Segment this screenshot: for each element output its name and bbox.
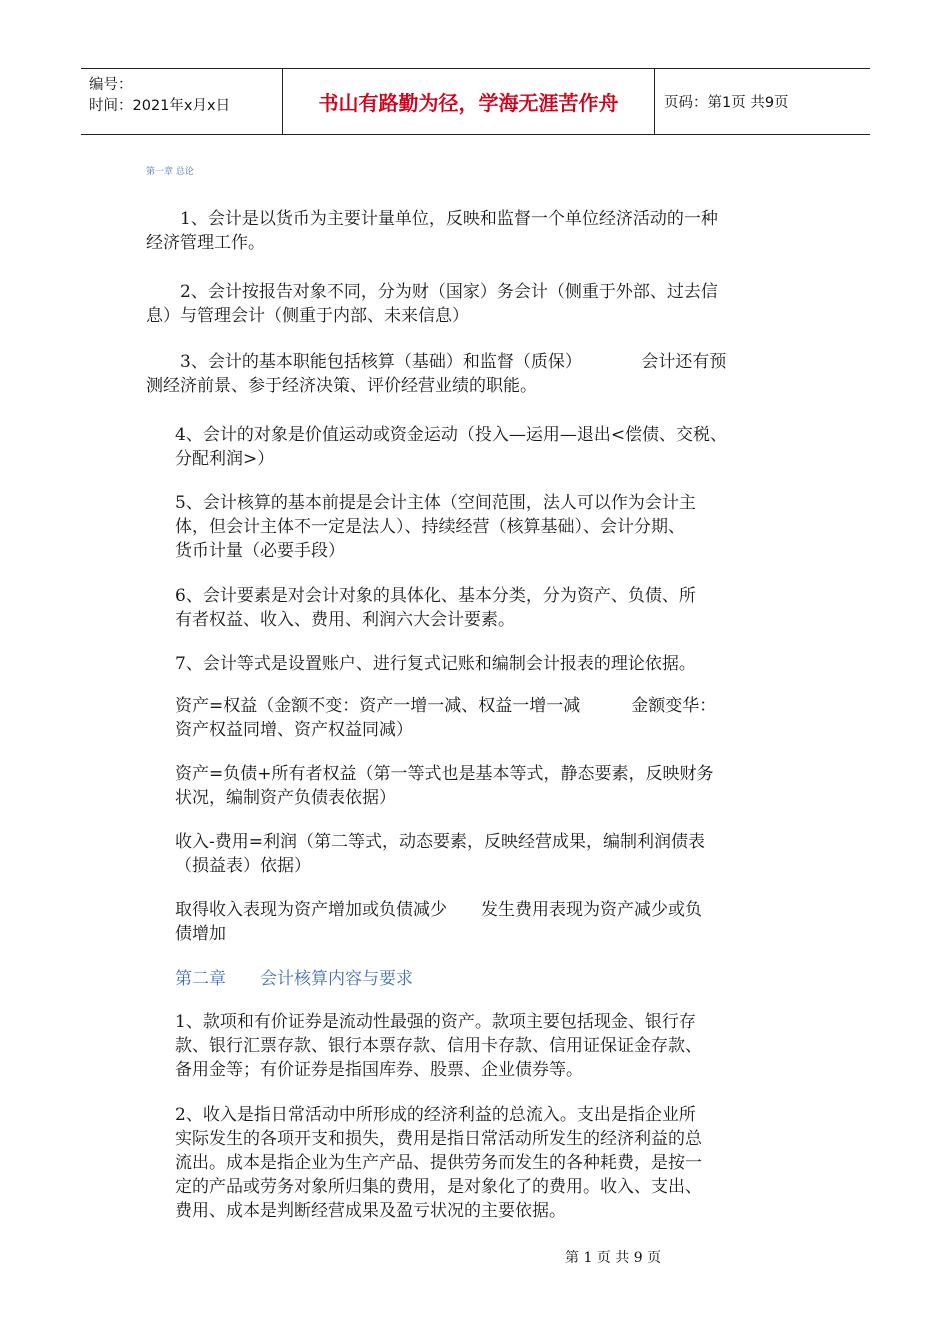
paragraph-line: 5、会计核算的基本前提是会计主体（空间范围，法人可以作为会计主 xyxy=(175,493,696,513)
chapter-1-paragraph-5 xyxy=(175,491,696,563)
paragraph-line: 流出。成本是指企业为生产产品、提供劳务而发生的各种耗费，是按一 xyxy=(175,1153,702,1173)
header-table xyxy=(81,68,870,135)
page-number-label: 页码：第1页 共9页 xyxy=(664,95,789,111)
paragraph-line: 息）与管理会计（侧重于内部、未来信息） xyxy=(146,306,469,326)
paragraph-line: 取得收入表现为资产增加或负债减少 发生费用表现为资产减少或负 xyxy=(175,900,702,920)
paragraph-line: 费用、成本是判断经营成果及盈亏状况的主要依据。 xyxy=(175,1201,566,1221)
document-date-label: 时间：2021年x月x日 xyxy=(89,98,231,114)
chapter-1-paragraph-9 xyxy=(175,762,714,810)
chapter-1-paragraph-8 xyxy=(175,694,716,742)
paragraph-line: 有者权益、收入、费用、利润六大会计要素。 xyxy=(175,610,515,630)
paragraph-line: 分配利润>） xyxy=(175,449,275,469)
paragraph-line: 收入-费用=利润（第二等式，动态要素，反映经营成果，编制利润债表 xyxy=(175,832,705,852)
chapter-2-paragraph-2 xyxy=(175,1103,702,1223)
header-motto-cell xyxy=(283,69,655,134)
paragraph-line: 6、会计要素是对会计对象的具体化、基本分类，分为资产、负债、所 xyxy=(175,586,696,606)
header-meta-cell xyxy=(81,69,283,134)
chapter-1-paragraph-11 xyxy=(175,898,702,946)
paragraph-line: 资产权益同增、资产权益同减） xyxy=(175,720,413,740)
chapter-1-title: 第一章 总论 xyxy=(146,167,194,177)
paragraph-line: 备用金等；有价证券是指国库券、股票、企业债券等。 xyxy=(175,1060,583,1080)
document-number-label: 编号： xyxy=(89,77,133,93)
footer-page-number: 第 1 页 共 9 页 xyxy=(565,1250,662,1266)
paragraph-line: 1、会计是以货币为主要计量单位，反映和监督一个单位经济活动的一种 xyxy=(146,209,718,229)
chapter-1-paragraph-2 xyxy=(146,280,718,328)
chapter-1-paragraph-6 xyxy=(175,584,696,632)
paragraph-line: 定的产品或劳务对象所归集的费用，是对象化了的费用。收入、支出、 xyxy=(175,1177,702,1197)
paragraph-line: 资产=权益（金额不变：资产一增一减、权益一增一减 金额变华： xyxy=(175,696,717,716)
paragraph-line: 2、收入是指日常活动中所形成的经济利益的总流入。支出是指企业所 xyxy=(175,1105,696,1125)
paragraph-line: 实际发生的各项开支和损失，费用是指日常活动所发生的经济利益的总 xyxy=(175,1129,702,1149)
paragraph-line: 资产=负债+所有者权益（第一等式也是基本等式，静态要素，反映财务 xyxy=(175,764,714,784)
chapter-1-paragraph-4 xyxy=(175,423,727,471)
paragraph-line: 7、会计等式是设置账户、进行复式记账和编制会计报表的理论依据。 xyxy=(175,654,696,674)
paragraph-line: 债增加 xyxy=(175,924,226,944)
paragraph-line: 2、会计按报告对象不同，分为财（国家）务会计（侧重于外部、过去信 xyxy=(146,282,718,302)
paragraph-line: 体，但会计主体不一定是法人）、持续经营（核算基础）、会计分期、 xyxy=(175,517,685,537)
paragraph-line: 1、款项和有价证券是流动性最强的资产。款项主要包括现金、银行存 xyxy=(175,1012,696,1032)
paragraph-line: 款、银行汇票存款、银行本票存款、信用卡存款、信用证保证金存款、 xyxy=(175,1036,702,1056)
chapter-2-title: 第二章 会计核算内容与要求 xyxy=(175,969,413,989)
paragraph-line: 4、会计的对象是价值运动或资金运动（投入—运用—退出<偿债、交税、 xyxy=(175,425,728,445)
chapter-2-paragraph-1 xyxy=(175,1010,702,1082)
paragraph-line: 3、会计的基本职能包括核算（基础）和监督（质保） 会计还有预 xyxy=(146,352,727,372)
paragraph-line: 状况，编制资产负债表依据） xyxy=(175,788,396,808)
header-page-cell xyxy=(655,69,870,134)
motto-text: 书山有路勤为径，学海无涯苦作舟 xyxy=(318,91,619,115)
chapter-1-paragraph-1 xyxy=(146,207,718,255)
paragraph-line: （损益表）依据） xyxy=(175,856,311,876)
paragraph-line: 测经济前景、参于经济决策、评价经营业绩的职能。 xyxy=(146,376,537,396)
chapter-1-paragraph-3 xyxy=(146,350,726,398)
paragraph-line: 货币计量（必要手段） xyxy=(175,541,345,561)
chapter-1-paragraph-10 xyxy=(175,830,705,878)
chapter-1-paragraph-7 xyxy=(175,652,696,676)
paragraph-line: 经济管理工作。 xyxy=(146,233,265,253)
